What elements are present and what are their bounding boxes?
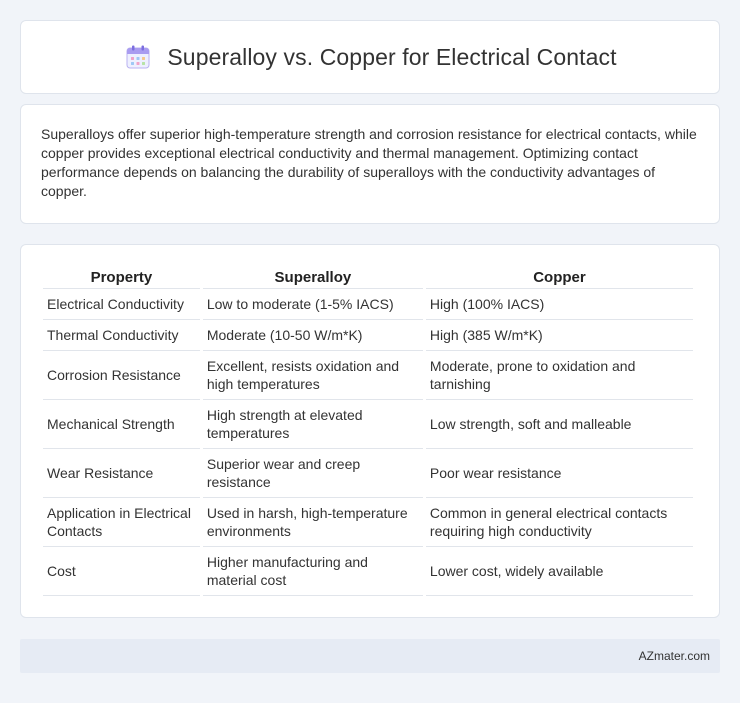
property-cell: Thermal Conductivity (43, 320, 200, 351)
copper-cell: High (385 W/m*K) (426, 320, 693, 351)
comparison-table-card (20, 244, 720, 618)
calendar-icon (123, 44, 153, 70)
copper-cell: Common in general electrical contacts requiring high conductivity (426, 498, 693, 547)
superalloy-cell: Low to moderate (1-5% IACS) (203, 289, 423, 320)
footer-bar (20, 639, 720, 673)
header-superalloy: Superalloy (203, 265, 423, 289)
property-cell: Corrosion Resistance (43, 351, 200, 400)
footer-site-link[interactable]: AZmater.com (638, 649, 710, 663)
property-cell: Mechanical Strength (43, 400, 200, 449)
superalloy-cell: Excellent, resists oxidation and high temperatures (203, 351, 423, 400)
intro-paragraph: Superalloys offer superior high-temperature strength and corrosion resistance for electrical contacts, while copper provides exceptional electrical conductivity and thermal management. Optimizing contact performance depends on balancing the durability of superalloys with the conductivity advantages of copper. (41, 126, 697, 199)
table-row (43, 498, 693, 547)
property-cell: Cost (43, 547, 200, 596)
table-row (43, 449, 693, 498)
table-row (43, 289, 693, 320)
copper-cell: Moderate, prone to oxidation and tarnishing (426, 351, 693, 400)
property-cell: Electrical Conductivity (43, 289, 200, 320)
table-row (43, 400, 693, 449)
table-row (43, 351, 693, 400)
header-copper: Copper (426, 265, 693, 289)
intro-card (20, 104, 720, 224)
copper-cell: Low strength, soft and malleable (426, 400, 693, 449)
header-card (20, 20, 720, 94)
copper-cell: Lower cost, widely available (426, 547, 693, 596)
copper-cell: High (100% IACS) (426, 289, 693, 320)
table-row (43, 320, 693, 351)
superalloy-cell: Moderate (10-50 W/m*K) (203, 320, 423, 351)
superalloy-cell: Used in harsh, high-temperature environments (203, 498, 423, 547)
superalloy-cell: Superior wear and creep resistance (203, 449, 423, 498)
property-cell: Application in Electrical Contacts (43, 498, 200, 547)
superalloy-cell: Higher manufacturing and material cost (203, 547, 423, 596)
property-cell: Wear Resistance (43, 449, 200, 498)
table-row (43, 547, 693, 596)
comparison-table (40, 265, 696, 596)
copper-cell: Poor wear resistance (426, 449, 693, 498)
title-wrap (123, 44, 616, 71)
page-title: Superalloy vs. Copper for Electrical Contact (167, 43, 617, 70)
table-header-row (43, 265, 693, 289)
superalloy-cell: High strength at elevated temperatures (203, 400, 423, 449)
header-property: Property (43, 265, 200, 289)
